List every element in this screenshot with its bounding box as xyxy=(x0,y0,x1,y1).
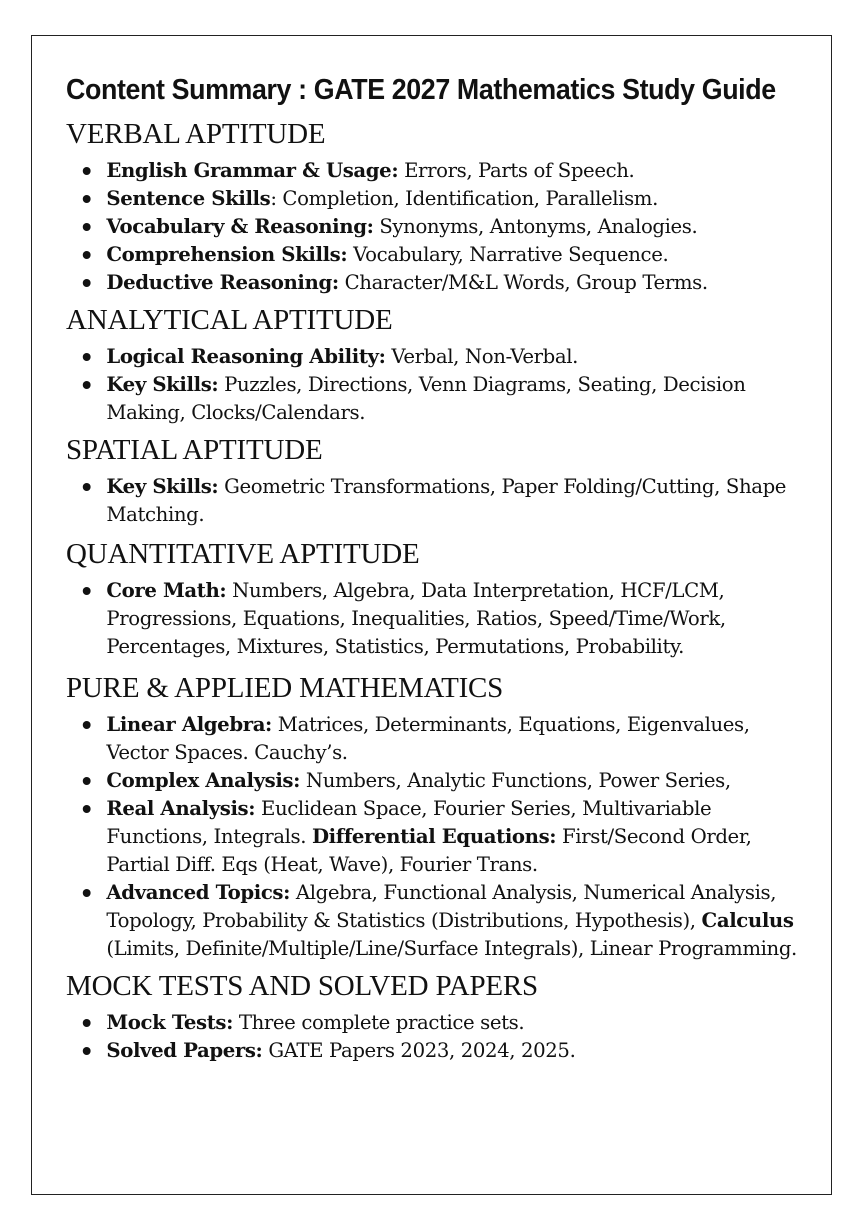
item-label: Key Skills: xyxy=(106,372,219,396)
list-item xyxy=(66,184,800,212)
bullet-icon xyxy=(83,483,91,491)
section-heading: ANALYTICAL APTITUDE xyxy=(66,304,393,336)
bullet-icon xyxy=(83,167,91,175)
list-item xyxy=(66,1008,800,1036)
item-text: Algebra, Functional Analysis, Numerical Analysis, Topology, Probability & Statistics (Distributions, Hypothesis), xyxy=(106,880,777,932)
bullet-icon xyxy=(83,721,91,729)
section-heading: SPATIAL APTITUDE xyxy=(66,434,323,466)
item-text: Numbers, Algebra, Data Interpretation, HCF/LCM, Progressions, Equations, Inequalities, Ratios, Speed/Time/Work, Percentages, Mixtures, Statistics, Permutations, Probability. xyxy=(106,578,726,658)
list-item xyxy=(66,878,800,962)
section-heading: MOCK TESTS AND SOLVED PAPERS xyxy=(66,970,538,1002)
bullet-list xyxy=(66,710,811,962)
list-item xyxy=(66,794,800,878)
item-label-secondary: Calculus xyxy=(701,908,794,932)
document-frame xyxy=(31,35,832,1195)
item-text: Vocabulary, Narrative Sequence. xyxy=(347,242,669,266)
bullet-icon xyxy=(83,1019,91,1027)
item-label: Core Math: xyxy=(106,578,227,602)
bullet-icon xyxy=(83,587,91,595)
section-pure-applied-mathematics xyxy=(66,670,811,962)
section-verbal-aptitude xyxy=(66,116,811,296)
item-text: Euclidean Space, Fourier Series, Multivariable Functions, Integrals. xyxy=(106,796,712,848)
item-text: : Completion, Identification, Parallelism. xyxy=(270,186,658,210)
item-label: Deductive Reasoning: xyxy=(106,270,339,294)
list-item xyxy=(66,710,800,766)
document-title: Content Summary : GATE 2027 Mathematics Study Guide xyxy=(66,74,776,106)
item-text: Verbal, Non-Verbal. xyxy=(385,344,578,368)
list-item xyxy=(66,370,800,426)
section-heading: VERBAL APTITUDE xyxy=(66,118,326,150)
item-label: Advanced Topics: xyxy=(106,880,290,904)
list-item xyxy=(66,212,800,240)
bullet-icon xyxy=(83,777,91,785)
list-item xyxy=(66,1036,800,1064)
list-item xyxy=(66,766,800,794)
item-label-secondary: Differential Equations: xyxy=(311,824,557,848)
item-text: Synonyms, Antonyms, Analogies. xyxy=(373,214,698,238)
bullet-icon xyxy=(83,381,91,389)
item-text: Geometric Transformations, Paper Folding/Cutting, Shape Matching. xyxy=(106,474,787,526)
item-label: English Grammar & Usage: xyxy=(106,158,399,182)
section-quantitative-aptitude xyxy=(66,536,811,660)
list-item xyxy=(66,240,800,268)
item-text: Character/M&L Words, Group Terms. xyxy=(338,270,708,294)
bullet-list xyxy=(66,1008,811,1064)
section-spatial-aptitude xyxy=(66,432,811,528)
sections-container xyxy=(66,116,811,1064)
item-text-secondary: (Limits, Definite/Multiple/Line/Surface Integrals), Linear Programming. xyxy=(106,936,797,960)
item-text: GATE Papers 2023, 2024, 2025. xyxy=(262,1038,576,1062)
item-label: Real Analysis: xyxy=(106,796,256,820)
bullet-icon xyxy=(83,251,91,259)
item-text: Numbers, Analytic Functions, Power Series, xyxy=(299,768,731,792)
bullet-list xyxy=(66,576,811,660)
item-label: Vocabulary & Reasoning: xyxy=(106,214,374,238)
bullet-icon xyxy=(83,353,91,361)
item-label: Solved Papers: xyxy=(106,1038,263,1062)
bullet-icon xyxy=(83,279,91,287)
document-content xyxy=(66,72,811,1064)
bullet-icon xyxy=(83,195,91,203)
bullet-list xyxy=(66,472,811,528)
list-item xyxy=(66,472,800,528)
item-text: Matrices, Determinants, Equations, Eigenvalues, Vector Spaces. Cauchy’s. xyxy=(106,712,750,764)
bullet-icon xyxy=(83,889,91,897)
item-label: Linear Algebra: xyxy=(106,712,272,736)
item-label: Comprehension Skills: xyxy=(106,242,348,266)
item-label: Sentence Skills xyxy=(106,186,271,210)
item-text: Errors, Parts of Speech. xyxy=(398,158,635,182)
list-item xyxy=(66,342,800,370)
bullet-icon xyxy=(83,805,91,813)
section-heading: PURE & APPLIED MATHEMATICS xyxy=(66,672,504,704)
section-mock-tests-and-solved-papers xyxy=(66,968,811,1064)
list-item xyxy=(66,268,800,296)
item-text: Puzzles, Directions, Venn Diagrams, Seating, Decision Making, Clocks/Calendars. xyxy=(106,372,746,424)
bullet-list xyxy=(66,342,811,426)
section-analytical-aptitude xyxy=(66,302,811,426)
list-item xyxy=(66,576,800,660)
list-item xyxy=(66,156,800,184)
bullet-icon xyxy=(83,1047,91,1055)
item-text-secondary: First/Second Order, Partial Diff. Eqs (Heat, Wave), Fourier Trans. xyxy=(106,824,752,876)
item-text: Three complete practice sets. xyxy=(232,1010,525,1034)
item-label: Logical Reasoning Ability: xyxy=(106,344,386,368)
bullet-list xyxy=(66,156,811,296)
item-label: Key Skills: xyxy=(106,474,219,498)
item-label: Complex Analysis: xyxy=(106,768,300,792)
section-heading: QUANTITATIVE APTITUDE xyxy=(66,538,420,570)
bullet-icon xyxy=(83,223,91,231)
item-label: Mock Tests: xyxy=(106,1010,233,1034)
